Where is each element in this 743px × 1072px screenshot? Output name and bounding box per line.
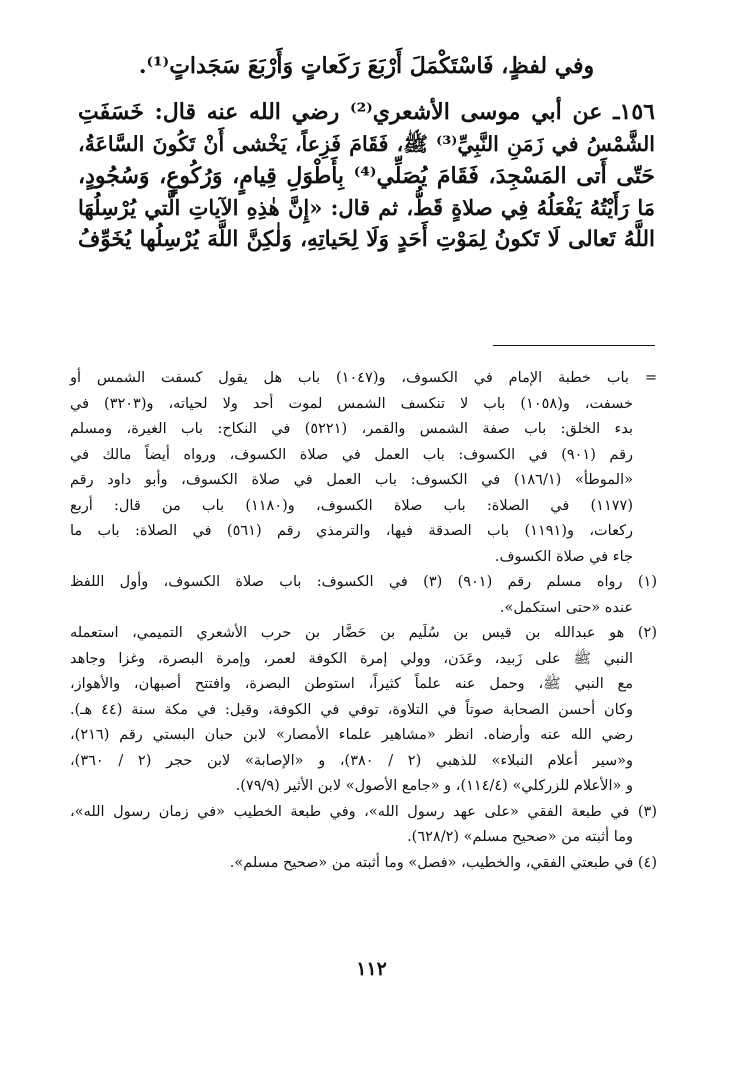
main-line: الشَّمْسُ في زَمَنِ النَّبِيِّ⁽³⁾ ﷺ، فَقَامَ فَزِعاً، يَخْشى أَنْ تَكُونَ السَّاعَةُ، [78, 132, 655, 156]
footnote-line: النبي ﷺ على زَبيد، وعَدَن، وولي إمرة الكوفة لعمر، وإمرة البصرة، وغزا وجاهد [70, 650, 633, 667]
footnote-line: = باب خطبة الإمام في الكسوف، و(١٠٤٧) باب هل يقول كسفت الشمس أو [70, 370, 657, 386]
footnote-1 [70, 570, 657, 621]
footnote-line: (١١٧٧) في الصلاة: باب صلاة الكسوف، و(١١٨٠) باب من قال: أربع [70, 497, 633, 514]
main-line: ١٥٦ـ عن أبي موسى الأشعري⁽²⁾ رضي الله عنه قال: خَسَفَتِ [78, 99, 655, 125]
main-line: وفي لفظٍ، فَاسْتَكْمَلَ أَرْبَعَ رَكَعاتٍ وَأَرْبَعَ سَجَداتٍ⁽¹⁾. [138, 53, 595, 79]
page-number: ١١٢ [356, 958, 387, 980]
footnote-line: مع النبي ﷺ، وحمل عنه علماً كثيراً، استوطن البصرة، وافتتح أصبهان، والأهواز، [70, 676, 633, 692]
footnote-line: (٤) في طبعتي الفقي، والخطيب، «فصل» وما أثبته من «صحيح مسلم». [229, 854, 657, 871]
main-line: مَا رَأَيْتُهُ يَفْعَلُهُ فِي صلاةٍ قَطُّ، ثم قال: «إِنَّ هٰذِهِ الآياتِ الَّتي يُرْسِلُهَا [78, 195, 655, 220]
footnote-line: خسفت، و(١٠٥٨) باب لا تنكسف الشمس لموت أحد ولا لحياته، و(٣٢٠٣) في [70, 395, 633, 412]
footnote-line: (٣) في طبعة الفقي «على عهد رسول الله»، وفي طبعة الخطيب «في زمان رسول الله»، [70, 803, 657, 820]
footnotes [70, 366, 657, 876]
main-text [78, 50, 655, 256]
footnote-4 [70, 851, 657, 877]
footnote-line: و «الأعلام للزركلي» (١١٤/٤)، و «جامع الأصول» لابن الأثير (٧٩/٩). [235, 778, 633, 794]
main-line: اللَّهُ تَعالى لَا تَكونُ لِمَوْتِ أَحَدٍ وَلَا لِحَياتِهِ، وَلٰكِنَّ اللَّهَ يُرْسِلُها يُخَوِّفُ [78, 227, 655, 252]
footnote-line: عنده «حتى استكمل». [499, 599, 633, 616]
main-line: حَتّى أَتى المَسْجِدَ، فَقَامَ يُصَلِّي⁽⁴⁾ بِأَطْوَلِ قِيامٍ، وَرُكُوعٍ، وَسُجُودٍ، [78, 163, 656, 189]
footnote-line: «الموطأ» (١٨٦/١) في الكسوف: باب العمل في صلاة الكسوف، وأبو داود رقم [70, 472, 633, 488]
footnote-continuation [70, 366, 657, 570]
footnote-line: ركعات، و(١١٩١) باب الصدقة فيها، والترمذي رقم (٥٦١) في الصلاة: باب ما [70, 523, 633, 539]
footnote-separator [493, 345, 655, 346]
footnote-line: جاء في صلاة الكسوف. [494, 548, 633, 565]
footnote-2 [70, 621, 657, 800]
footnote-line: وكان أحسن الصحابة صوتاً في التلاوة، توفي في الكوفة، وقيل: في مكة سنة (٤٤ هـ). [70, 701, 634, 718]
footnote-line: بدء الخلق: باب صفة الشمس والقمر، (٥٢٢١) في النكاح: باب الغيرة، ومسلم [70, 421, 634, 437]
footnote-line: (١) رواه مسلم رقم (٩٠١) (٣) في الكسوف: باب صلاة الكسوف، وأول اللفظ [70, 574, 657, 590]
footnote-3 [70, 800, 657, 851]
footnote-line: (٢) هو عبدالله بن قيس بن سُلَيم بن حَضَّار بن حرب الأشعري التميمي، استعمله [70, 625, 657, 641]
footnote-line: وما أثبته من «صحيح مسلم» (٦٢٨/٢). [407, 829, 633, 845]
footnote-line: و«سير أعلام النبلاء» للذهبي (٢ / ٣٨٠)، و «الإصابة» لابن حجر (٢ / ٣٦٠)، [70, 752, 633, 769]
footnote-line: رقم (٩٠١) في الكسوف: باب العمل في صلاة الكسوف، ورواه أيضاً مالك في [70, 446, 633, 463]
footnote-line: رضي الله عنه وأرضاه. انظر «مشاهير علماء الأمصار» لابن حبان البستي رقم (٢١٦)، [70, 727, 633, 743]
